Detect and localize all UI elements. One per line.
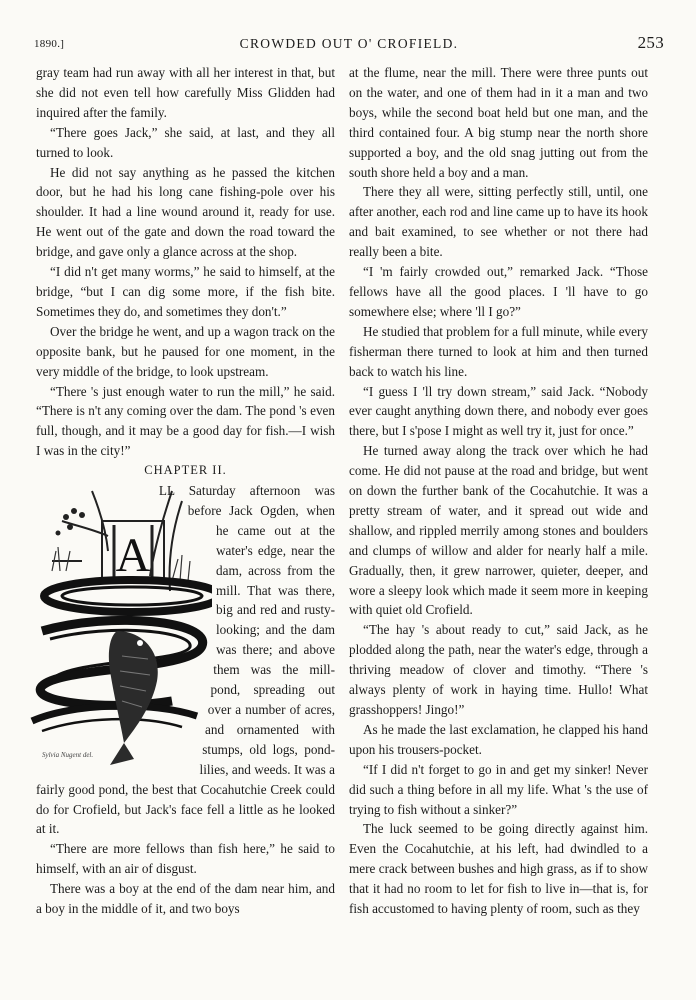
page-number: 253	[637, 33, 664, 52]
paragraph: There was a boy at the end of the dam near him, and a boy in the middle of it, and two boys	[36, 881, 335, 917]
paragraph: “There 's just enough water to run the mill,” he said. “There is n't any coming over the dam. The pond 's even full, though, and it may be a good day for fish.—I wish I was in the city!”	[36, 383, 335, 459]
paragraph: As he made the last exclamation, he clapped his hand upon his trousers-pocket.	[349, 721, 648, 757]
paragraph: at the flume, near the mill. There were three punts out on the water, and one of them had in it a man and two boys, while the second boat held but one man, and the third contained four. A big stump near the north shore supported a boy, and the old snag jutting out from the south shore held a boy and a man.	[349, 65, 648, 180]
paragraph: Over the bridge he went, and up a wagon track on the opposite bank, but he paused for one moment, in the very middle of the bridge, to look upstream.	[36, 323, 335, 379]
paragraph: The luck seemed to be going directly against him. Even the Cocahutchie, at his left, had dwindled to a mere crack between bushes and high grass, as if to show that it had no room to let for fish to live in—that is, for fish accustomed to having plenty of room, such as they	[349, 821, 648, 917]
drop-cap-illustration	[22, 481, 212, 771]
paragraph: He turned away along the track over which he had come. He did not pause at the road and bridge, but went on down the further bank of the Cocahutchie. It was a pretty stream of water, and it spread out wide and shallow, and rippled merrily among stones and boulders and clumps of willow and alder for nearly half a mile. Gradually, then, it grew narrower, quieter, deeper, and wore a sleepy look which made it seem more in keeping with quiet old Crofield.	[349, 443, 648, 618]
header-year: 1890.]	[34, 38, 65, 50]
header-title: CROWDED OUT O' CROFIELD.	[239, 36, 459, 51]
paragraph: There they all were, sitting perfectly still, until, one after another, each rod and line came up to have its hook and bait examined, to see whether or not there had really been a bite.	[349, 184, 648, 260]
paragraph: “There goes Jack,” she said, at last, and they all turned to look.	[36, 124, 335, 160]
fish-drawing	[109, 631, 158, 765]
chapter-heading: CHAPTER II.	[144, 463, 227, 478]
artist-signature: Sylvia Nugent del.	[42, 751, 94, 760]
paragraph: “I guess I 'll try down stream,” said Jack. “Nobody ever caught anything down there, and nobody ever goes there, but I s'pose I might as well try it, just for once.”	[349, 383, 648, 439]
right-column	[349, 63, 648, 919]
paragraph: gray team had run away with all her interest in that, but she did not even tell how carefully Miss Glidden had inquired after the family.	[36, 65, 335, 120]
paragraph: “If I did n't forget to go in and get my sinker! Never did such a thing before in all my life. What 's the use of trying to fish without a sinker?”	[349, 761, 648, 817]
paragraph-chapter-opening: LL Saturday afternoon was before Jack Ogden, when he came out at the water's edge, near the dam, across from the mill. That was there, big and red and rusty-looking; and the dam was there; and above them was the mill-pond, spreading out over a number of acres, and ornamented with stumps, old logs, pond-lilies, and weeds. It was a fairly good pond, the best that Cocahutchie Creek could do for Crofield, but Jack's face fell a little as he looked at it.	[36, 483, 335, 837]
paragraph: He did not say anything as he passed the kitchen door, but he had his long cane fishing-pole over his shoulder. It had a line wound around it, ready for use. He went out of the gate and down the road toward the bridge, and gave only a glance across at the shop.	[36, 164, 335, 260]
paragraph: “I did n't get many worms,” he said to himself, at the bridge, “but I can dig some more, if the fish bite. Sometimes they do, and sometimes they don't.”	[36, 264, 335, 319]
paragraph: “I 'm fairly crowded out,” remarked Jack. “Those fellows have all the good places. I 'll have to go somewhere else; where 'll I go?”	[349, 264, 648, 319]
paragraph: “The hay 's about ready to cut,” said Jack, as he plodded along the path, near the water's edge, through a thriving meadow of clover and timothy. “There 's always plenty of work in haying time. Hullo! What grasshoppers! Jingo!”	[349, 622, 648, 717]
left-column	[36, 63, 335, 919]
paragraph: He studied that problem for a full minute, while every fisherman there turned to look at him and then turned back to watch his line.	[349, 323, 648, 379]
fish-and-water-illustration	[22, 481, 212, 771]
paragraph: “There are more fellows than fish here,” he said to himself, with an air of disgust.	[36, 841, 335, 877]
drop-cap-letter: A	[115, 529, 151, 583]
running-header	[34, 33, 664, 54]
